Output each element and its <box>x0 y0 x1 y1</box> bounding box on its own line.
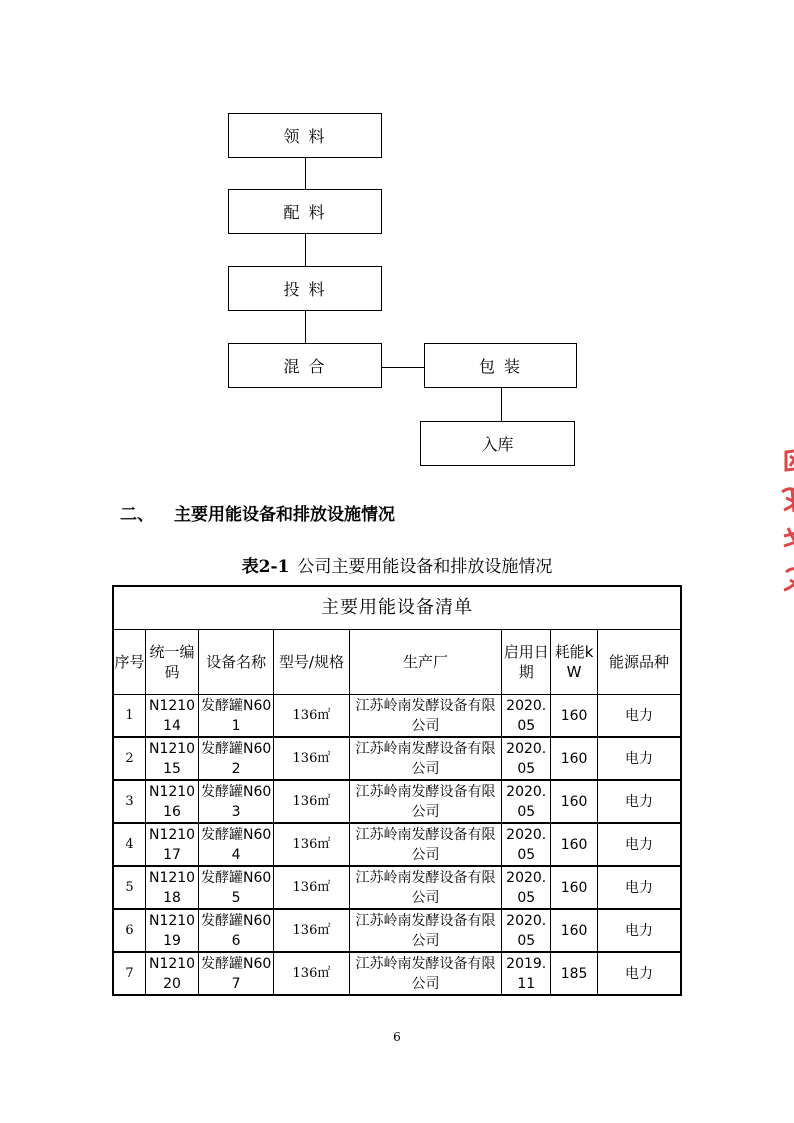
table-cell: 江苏岭南发酵设备有限公司 <box>349 780 502 823</box>
table-cell: 2020.05 <box>502 823 551 866</box>
table-cell: 发酵罐N605 <box>198 866 273 909</box>
table-row <box>113 866 681 909</box>
table-cell: 发酵罐N607 <box>198 952 273 995</box>
flow-step-label: 入库 <box>481 435 514 454</box>
header-cell: 型号/规格 <box>274 630 349 695</box>
table-cell: 2020.05 <box>502 780 551 823</box>
table-cell: N121017 <box>146 823 199 866</box>
table-cell: 2 <box>113 737 146 780</box>
table-cell: 电力 <box>597 737 681 780</box>
table-cell: 136㎡ <box>274 737 349 780</box>
table-cell: 160 <box>551 737 598 780</box>
table-cell: 160 <box>551 823 598 866</box>
flow-connector <box>501 388 502 421</box>
table-cell: 江苏岭南发酵设备有限公司 <box>349 866 502 909</box>
header-cell: 统一编码 <box>146 630 199 695</box>
table-cell: 发酵罐N606 <box>198 909 273 952</box>
table-cell: 4 <box>113 823 146 866</box>
page-number: 6 <box>393 1030 401 1044</box>
header-cell: 生产厂 <box>349 630 502 695</box>
table-cell: 136㎡ <box>274 909 349 952</box>
flow-connector <box>305 158 306 189</box>
table-cell: 185 <box>551 952 598 995</box>
table-cell: 136㎡ <box>274 866 349 909</box>
table-row <box>113 823 681 866</box>
flow-step-ruku <box>420 421 575 466</box>
table-cell: 160 <box>551 780 598 823</box>
table-cell: 电力 <box>597 823 681 866</box>
header-cell: 序号 <box>113 630 146 695</box>
table-cell: 2019.11 <box>502 952 551 995</box>
table-cell: 江苏岭南发酵设备有限公司 <box>349 952 502 995</box>
table-cell: 电力 <box>597 780 681 823</box>
table-header-row <box>113 630 681 695</box>
table-cell: N121018 <box>146 866 199 909</box>
flow-step-peiliao <box>228 189 382 234</box>
flow-step-label: 混 合 <box>283 357 327 376</box>
table-cell: 电力 <box>597 909 681 952</box>
table-cell: 江苏岭南发酵设备有限公司 <box>349 909 502 952</box>
caption-number: 表2-1 <box>241 557 290 577</box>
section-number: 二、 <box>120 505 154 525</box>
flow-step-label: 领 料 <box>283 127 327 146</box>
section-title: 主要用能设备和排放设施情况 <box>174 505 395 525</box>
table-body <box>113 695 681 996</box>
table-cell: 160 <box>551 695 598 738</box>
table-cell: 电力 <box>597 866 681 909</box>
table-cell: 3 <box>113 780 146 823</box>
table-cell: N121015 <box>146 737 199 780</box>
table-cell: 160 <box>551 909 598 952</box>
table-row <box>113 952 681 995</box>
flow-connector <box>382 367 424 368</box>
table-cell: 136㎡ <box>274 952 349 995</box>
table-cell: 发酵罐N602 <box>198 737 273 780</box>
flow-step-hunhe <box>228 343 382 388</box>
flow-step-label: 投 料 <box>283 280 327 299</box>
table-cell: 江苏岭南发酵设备有限公司 <box>349 737 502 780</box>
flow-step-lingliao <box>228 113 382 158</box>
table-cell: 发酵罐N604 <box>198 823 273 866</box>
table-cell: 江苏岭南发酵设备有限公司 <box>349 695 502 738</box>
table-cell: 160 <box>551 866 598 909</box>
header-cell: 耗能kW <box>551 630 598 695</box>
table-cell: 2020.05 <box>502 695 551 738</box>
flow-step-label: 配 料 <box>283 203 327 222</box>
table-row <box>113 780 681 823</box>
header-cell: 启用日期 <box>502 630 551 695</box>
table-caption <box>0 552 794 577</box>
table-cell: 5 <box>113 866 146 909</box>
caption-text: 公司主要用能设备和排放设施情况 <box>297 557 553 577</box>
equipment-table <box>112 585 682 996</box>
table-cell: 电力 <box>597 952 681 995</box>
table-cell: 6 <box>113 909 146 952</box>
header-cell: 能源品种 <box>597 630 681 695</box>
table-cell: 136㎡ <box>274 823 349 866</box>
table-cell: 发酵罐N603 <box>198 780 273 823</box>
header-cell: 设备名称 <box>198 630 273 695</box>
table-row <box>113 695 681 738</box>
table-cell: N121020 <box>146 952 199 995</box>
table-cell: 电力 <box>597 695 681 738</box>
seal-stamp <box>772 440 794 615</box>
table-cell: 1 <box>113 695 146 738</box>
table-cell: 江苏岭南发酵设备有限公司 <box>349 823 502 866</box>
flow-connector <box>305 311 306 343</box>
table-cell: 2020.05 <box>502 737 551 780</box>
table-cell: 7 <box>113 952 146 995</box>
table-cell: 136㎡ <box>274 780 349 823</box>
table-cell: N121019 <box>146 909 199 952</box>
section-heading <box>120 500 395 525</box>
table-cell: N121016 <box>146 780 199 823</box>
table-cell: 136㎡ <box>274 695 349 738</box>
table-title: 主要用能设备清单 <box>113 586 681 630</box>
flow-connector <box>305 234 306 266</box>
flow-step-label: 包 装 <box>478 357 523 376</box>
flow-step-baozhuang <box>424 343 577 388</box>
table-row <box>113 909 681 952</box>
table-row <box>113 737 681 780</box>
table-cell: 2020.05 <box>502 866 551 909</box>
flow-step-touliao <box>228 266 382 311</box>
table-cell: N121014 <box>146 695 199 738</box>
table-cell: 发酵罐N601 <box>198 695 273 738</box>
table-cell: 2020.05 <box>502 909 551 952</box>
